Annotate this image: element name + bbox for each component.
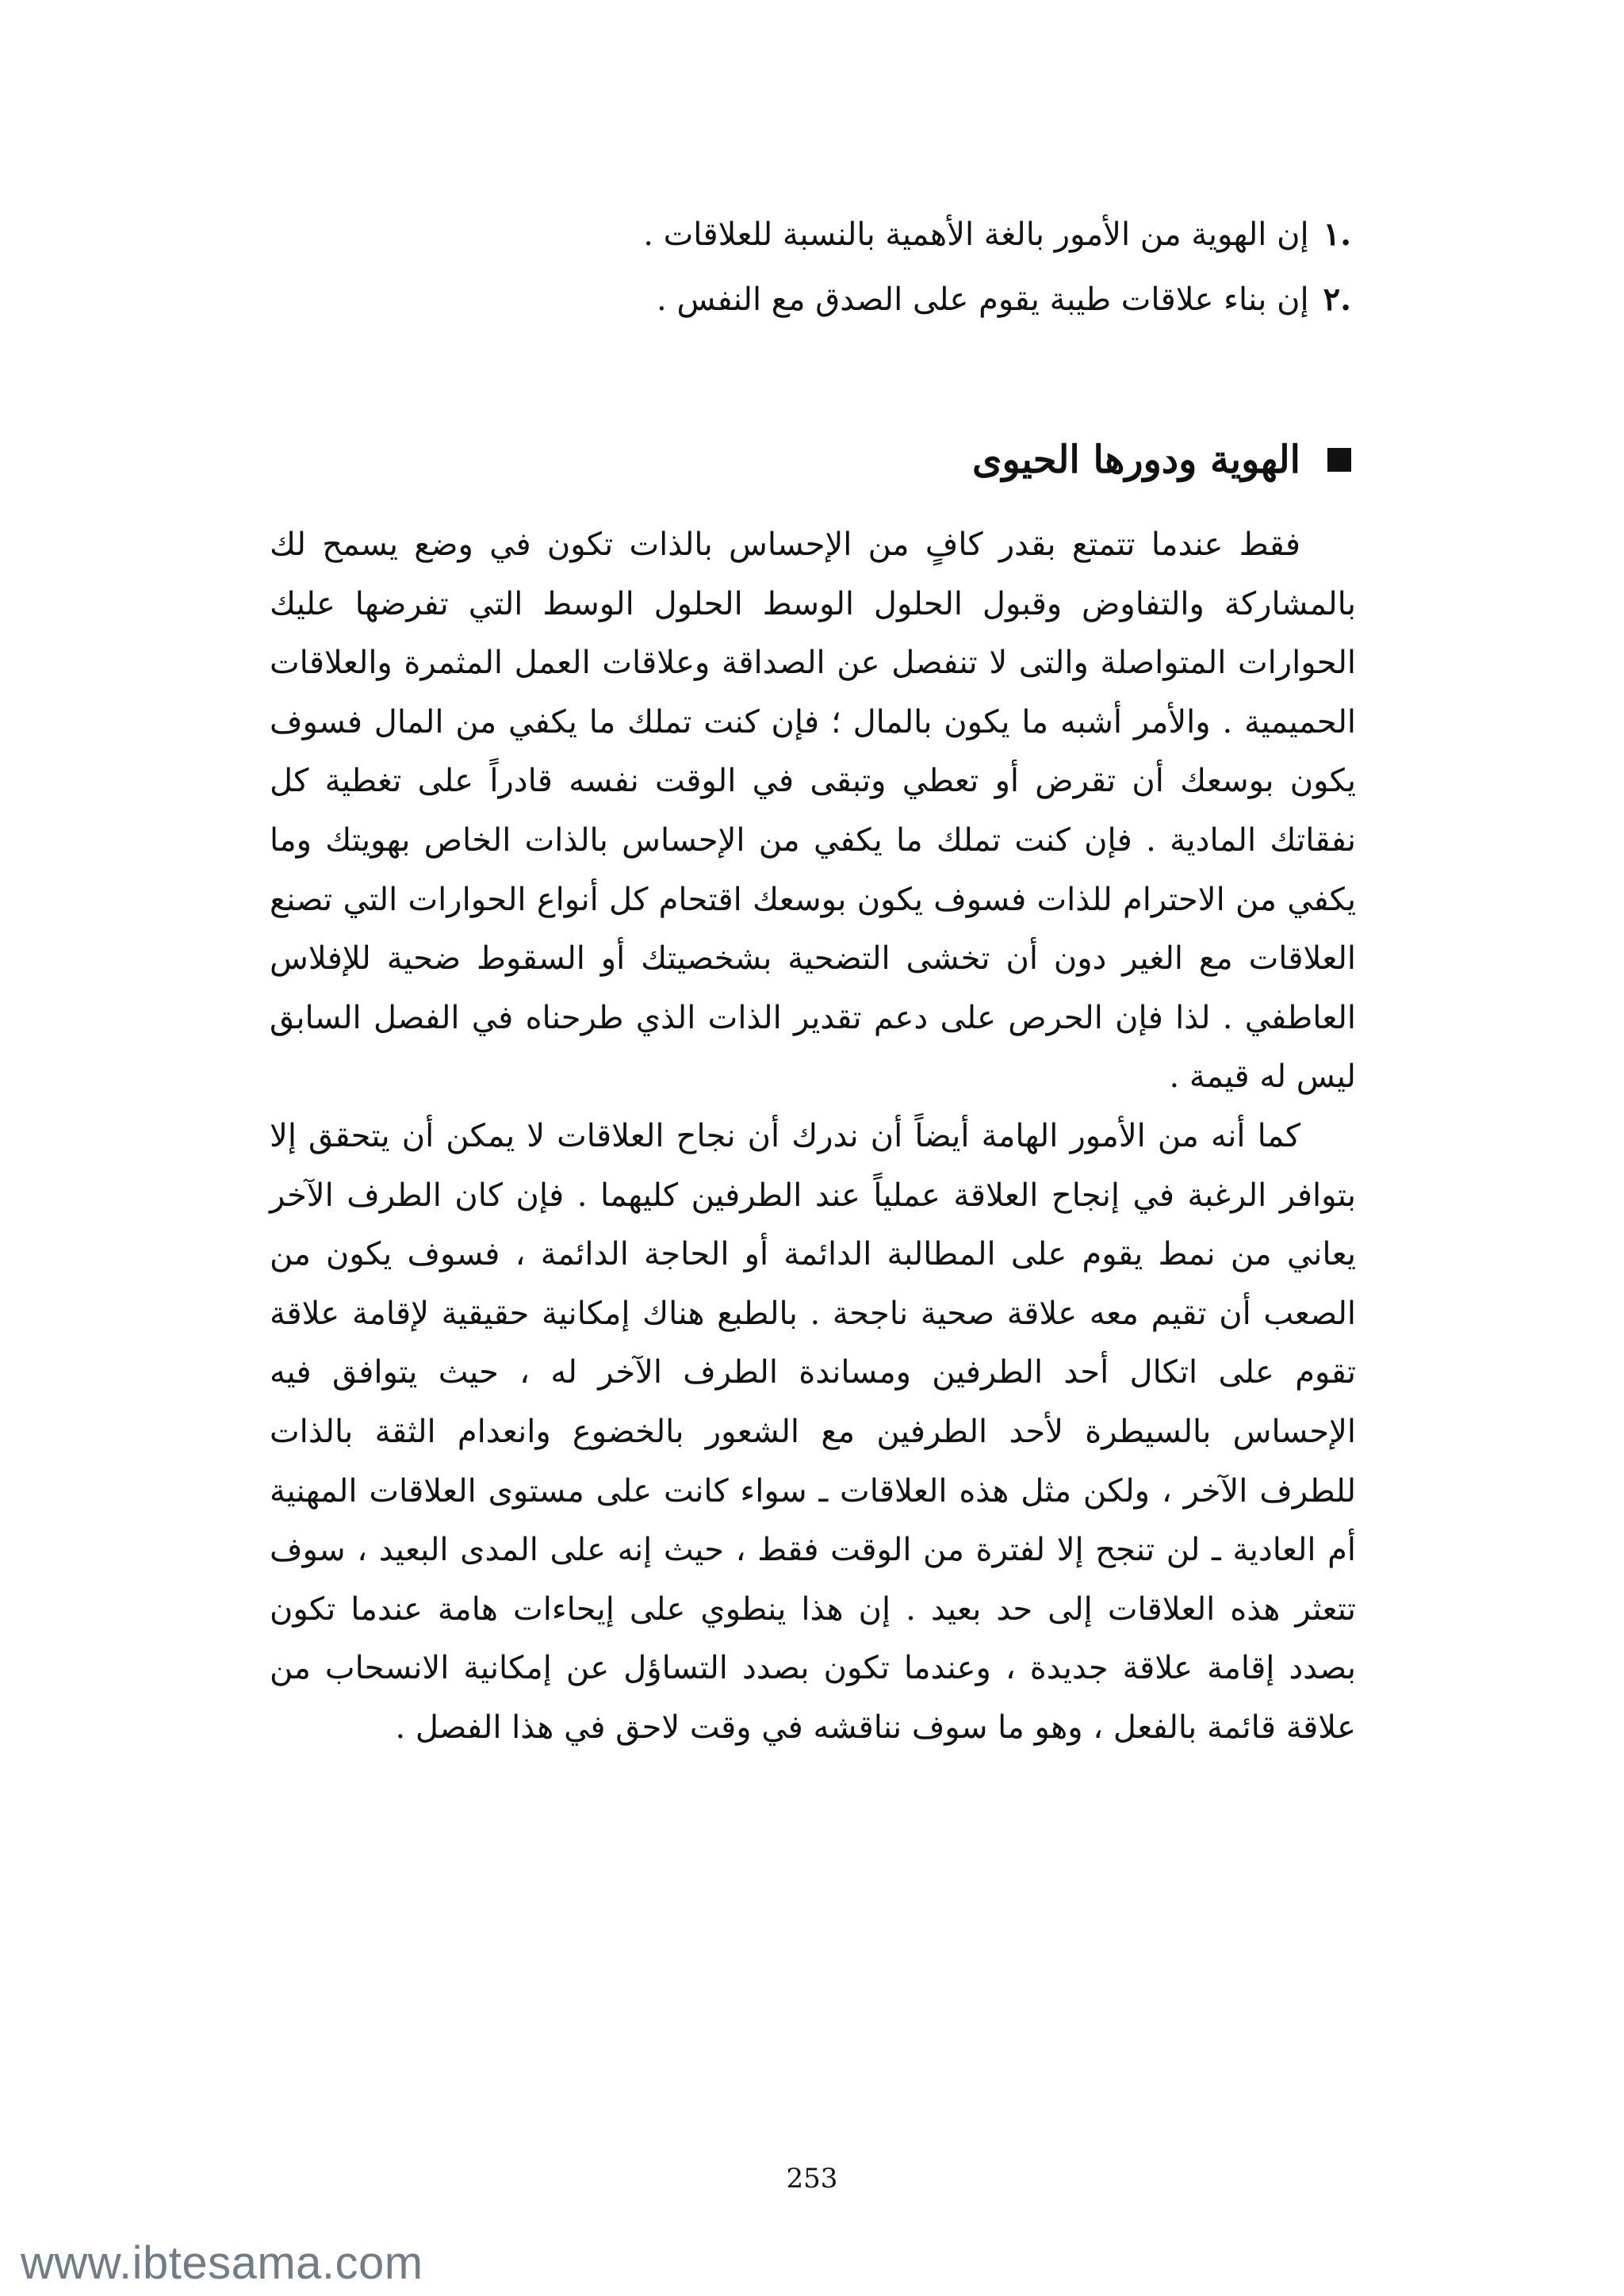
list-number: .٢ [1323, 281, 1351, 318]
page-number: 253 [786, 2163, 838, 2195]
list-text: إن بناء علاقات طيبة يقوم على الصدق مع النفس . [657, 281, 1309, 318]
paragraph: كما أنه من الأمور الهامة أيضاً أن ندرك أن نجاح العلاقات لا يمكن أن يتحقق إلا بتوافر الرغبة في إنجاح العلاقة عملياً عند الطرفين كليهما . فإن كان الطرف الآخر يعاني من نمط يقوم على المطالبة الدائمة أو الحاجة الدائمة ، فسوف يكون من الصعب أن تقيم معه علاقة صحية ناجحة . بالطبع هناك إمكانية حقيقية لإقامة علاقة تقوم على اتكال أحد الطرفين ومساندة الطرف الآخر له ، حيث يتوافق فيه الإحساس بالسيطرة لأحد الطرفين مع الشعور بالخضوع وانعدام الثقة بالذات للطرف الآخر ، ولكن مثل هذه العلاقات ـ سواء كانت على مستوى العلاقات المهنية أم العادية ـ لن تنجح إلا لفترة من الوقت فقط ، حيث إنه على المدى البعيد ، سوف تتعثر هذه العلاقات إلى حد بعيد . إن هذا ينطوي على إيحاءات هامة عندما تكون بصدد إقامة علاقة جديدة ، وعندما تكون بصدد التساؤل عن إمكانية الانسحاب من علاقة قائمة بالفعل ، وهو ما سوف نناقشه في وقت لاحق في هذا الفصل . [270, 1117, 1357, 1746]
list-text: إن الهوية من الأمور بالغة الأهمية بالنسبة للعلاقات . [643, 216, 1309, 253]
list-item [270, 267, 1356, 332]
body-text [270, 515, 1356, 1757]
paragraph: فقط عندما تتمتع بقدر كافٍ من الإحساس بالذات تكون في وضع يسمح لك بالمشاركة والتفاوض وقبول الحلول الوسط الحلول الوسط التي تفرضها عليك الحوارات المتواصلة والتى لا تنفصل عن الصداقة وعلاقات العمل المثمرة والعلاقات الحميمية . والأمر أشبه ما يكون بالمال ؛ فإن كنت تملك ما يكفي من المال فسوف يكون بوسعك أن تقرض أو تعطي وتبقى في الوقت نفسه قادراً على تغطية كل نفقاتك المادية . فإن كنت تملك ما يكفي من الإحساس بالذات الخاص بهويتك وما يكفي من الاحترام للذات فسوف يكون بوسعك اقتحام كل أنواع الحوارات التي تصنع العلاقات مع الغير دون أن تخشى التضحية بشخصيتك أو السقوط ضحية للإفلاس العاطفي . لذا فإن الحرص على دعم تقدير الذات الذي طرحناه في الفصل السابق ليس له قيمة . [270, 526, 1357, 1096]
black-square-icon [1327, 448, 1351, 472]
key-points-list [270, 202, 1356, 332]
list-item [270, 202, 1356, 267]
section-heading-text: الهوية ودورها الحيوى [971, 437, 1300, 482]
website-watermark: www.ibtesama.com [21, 2237, 423, 2289]
section-heading [270, 424, 1356, 496]
list-number: .١ [1323, 216, 1351, 253]
